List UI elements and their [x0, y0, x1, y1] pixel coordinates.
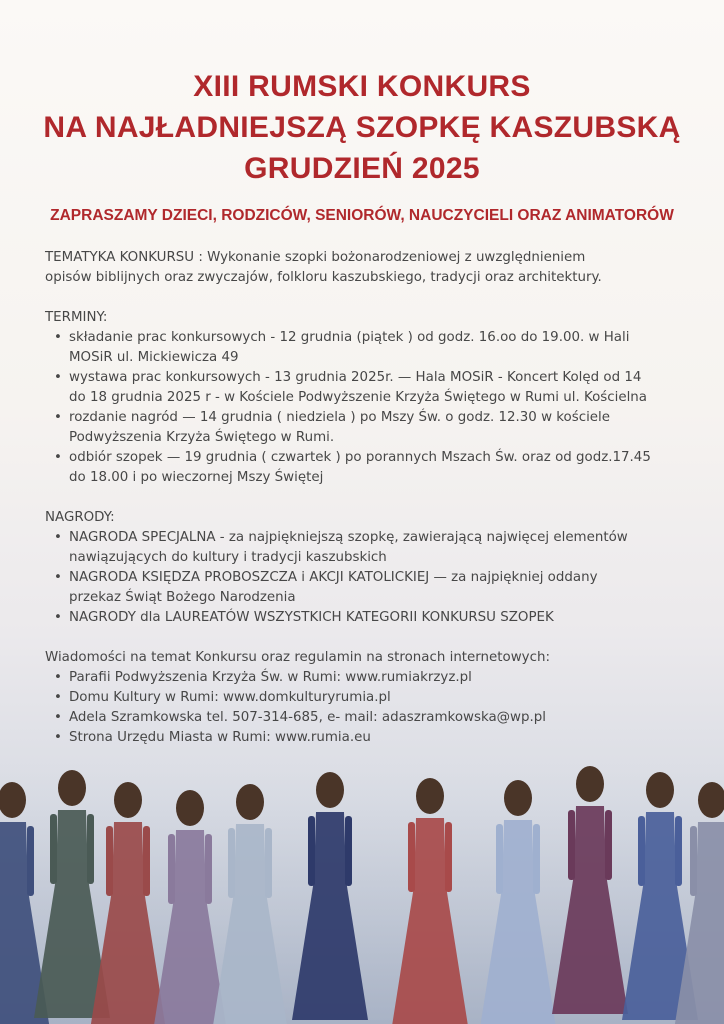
title-line-3: GRUDZIEŃ 2025 [244, 152, 480, 185]
bullet-icon: • [54, 690, 62, 705]
list-item: • Adela Szramkowska tel. 507-314-685, e- mail: adaszramkowska@wp.pl [69, 708, 685, 728]
terms-heading: TERMINY: [45, 310, 108, 325]
theme-line-1: TEMATYKA KONKURSU : Wykonanie szopki bożonarodzeniowej z uwzględnieniem [45, 250, 586, 265]
list-item: • NAGRODA KSIĘDZA PROBOSZCZA i AKCJI KATOLICKIEJ — za najpiękniej oddany przekaz Świąt Bożego Narodzenia [54, 570, 598, 605]
list-item: • wystawa prac konkursowych - 13 grudnia 2025r. — Hala MOSiR - Koncert Kolęd od 14 do 18 grudnia 2025 r - w Kościele Podwyższenie Krzyża Świętego w Rumi ul. Kościelna [54, 370, 647, 405]
title-line-2: NA NAJŁADNIEJSZĄ SZOPKĘ KASZUBSKĄ [43, 111, 681, 144]
bullet-icon: • [54, 670, 62, 685]
list-item: • odbiór szopek — 19 grudnia ( czwartek ) po porannych Mszach Św. oraz od godz.17.45 do 18.00 i po wieczornej Mszy Świętej [54, 450, 651, 485]
awards-heading: NAGRODY: [45, 510, 115, 525]
list-item: • NAGRODY dla LAUREATÓW WSZYSTKICH KATEGORII KONKURSU SZOPEK [69, 608, 685, 628]
terms-list [45, 328, 685, 488]
list-item: • Parafii Podwyższenia Krzyża Św. w Rumi: www.rumiakrzyz.pl [69, 668, 685, 688]
list-item: • rozdanie nagród — 14 grudnia ( niedziela ) po Mszy Św. o godz. 12.30 w kościele Podwyższenia Krzyża Świętego w Rumi. [54, 410, 611, 445]
awards-list [45, 528, 685, 628]
poster-content [45, 248, 685, 748]
children-illustration [0, 760, 724, 1024]
list-item: • Strona Urzędu Miasta w Rumi: www.rumia.eu [69, 728, 685, 748]
bullet-icon: • [54, 450, 62, 465]
info-list [45, 668, 685, 748]
theme-line-2: opisów biblijnych oraz zwyczajów, folkloru kaszubskiego, tradycji oraz architektury. [45, 270, 602, 285]
list-item: • Domu Kultury w Rumi: www.domkulturyrumia.pl [69, 688, 685, 708]
invitation-line: ZAPRASZAMY DZIECI, RODZICÓW, SENIORÓW, NAUCZYCIELI ORAZ ANIMATORÓW [50, 207, 674, 224]
list-item: • składanie prac konkursowych - 12 grudnia (piątek ) od godz. 16.oo do 19.00. w Hali MOSiR ul. Mickiewicza 49 [54, 330, 630, 365]
list-item: • NAGRODA SPECJALNA - za najpiękniejszą szopkę, zawierającą najwięcej elementów nawiązujących do kultury i tradycji kaszubskich [54, 530, 628, 565]
poster-title [0, 66, 724, 189]
bullet-icon: • [54, 570, 62, 585]
bullet-icon: • [54, 330, 62, 345]
bullet-icon: • [54, 530, 62, 545]
bullet-icon: • [54, 410, 62, 425]
bullet-icon: • [54, 370, 62, 385]
info-heading: Wiadomości na temat Konkursu oraz regulamin na stronach internetowych: [45, 650, 550, 665]
bullet-icon: • [54, 730, 62, 745]
bullet-icon: • [54, 710, 62, 725]
title-line-1: XIII RUMSKI KONKURS [193, 70, 531, 103]
bullet-icon: • [54, 610, 62, 625]
